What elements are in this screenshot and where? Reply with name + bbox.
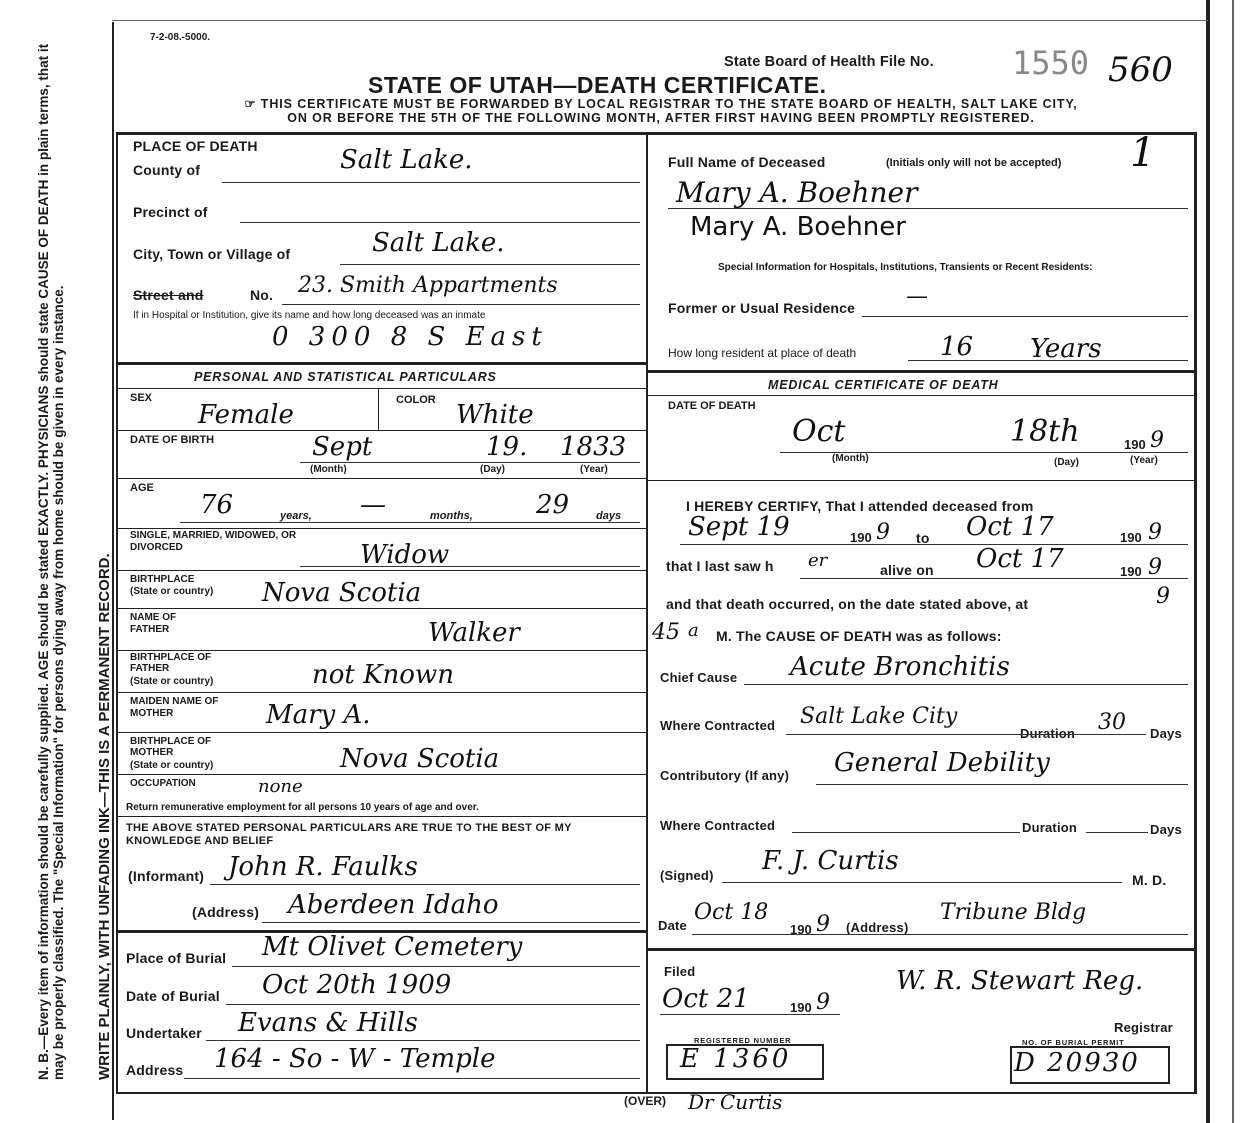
chief-cause-value: Acute Bronchitis bbox=[790, 652, 1010, 682]
registered-number: E 1360 bbox=[680, 1044, 792, 1074]
father-value: Walker bbox=[428, 618, 520, 648]
full-name-label: Full Name of Deceased bbox=[668, 154, 826, 170]
death-month-caption: (Month) bbox=[832, 453, 869, 464]
certificate-title: STATE OF UTAH—DEATH CERTIFICATE. bbox=[368, 72, 827, 98]
contracted-value: Salt Lake City bbox=[800, 704, 958, 729]
attest-text: THE ABOVE STATED PERSONAL PARTICULARS ARE TRUE TO THE BEST OF MY KNOWLEDGE AND BELIEF bbox=[126, 822, 572, 847]
undertaker-address-value: 164 - So - W - Temple bbox=[214, 1044, 496, 1074]
county-label: County of bbox=[133, 162, 201, 178]
age-months: — bbox=[360, 490, 386, 520]
to-label: to bbox=[916, 530, 930, 546]
death-day-caption: (Day) bbox=[1054, 457, 1080, 468]
contracted2-label: Where Contracted bbox=[660, 818, 776, 833]
full-name-note: (Initials only will not be accepted) bbox=[886, 157, 1062, 169]
precinct-label: Precinct of bbox=[133, 204, 208, 220]
birthplace-label: BIRTHPLACE bbox=[130, 574, 195, 585]
birthplace-value: Nova Scotia bbox=[262, 578, 422, 608]
duration-label: Duration bbox=[1020, 726, 1076, 741]
attended-to-suffix: 9 bbox=[1148, 520, 1162, 545]
occupation-value: none bbox=[258, 776, 303, 797]
filed-value: Oct 21 bbox=[662, 984, 750, 1014]
margin-mark: 1 bbox=[1130, 130, 1156, 176]
alive-on-suffix: 9 bbox=[1148, 555, 1162, 580]
attended-to-year: 190 bbox=[1120, 530, 1142, 545]
marital-value: Widow bbox=[360, 540, 450, 570]
last-saw-prefix: that I last saw h bbox=[666, 558, 774, 574]
special-info: Special Information for Hospitals, Institutions, Transients or Recent Residents: bbox=[718, 262, 1093, 273]
dob-month: Sept bbox=[312, 432, 373, 462]
signed-label: (Signed) bbox=[660, 868, 714, 883]
registrar-label: Registrar bbox=[1114, 1020, 1173, 1035]
color-value: White bbox=[456, 400, 534, 430]
duration2-label: Duration bbox=[1022, 820, 1078, 835]
burial-permit: D 20930 bbox=[1014, 1048, 1140, 1078]
certify-text: I HEREBY CERTIFY, That I attended deceased from bbox=[686, 498, 1034, 514]
left-margin-note: N. B.—Every item of information should be carefully supplied. AGE should be stated EXACTLY. PHYSICIANS should state CAUSE OF DEATH in plain terms, that it may be properly classified. The "Special Information" for persons dying away from home should be given in every instance. bbox=[36, 43, 66, 1080]
signed-date-label: Date bbox=[658, 918, 687, 933]
burial-place-label: Place of Burial bbox=[126, 950, 227, 966]
hospital-value: 0 300 8 S East bbox=[272, 322, 548, 352]
street-value: 23. Smith Appartments bbox=[298, 273, 558, 298]
signed-address-label: (Address) bbox=[846, 920, 909, 935]
date-of-death-label: DATE OF DEATH bbox=[668, 400, 756, 412]
duration2-unit: Days bbox=[1150, 822, 1182, 837]
color-label: COLOR bbox=[396, 394, 436, 406]
medical-heading: MEDICAL CERTIFICATE OF DEATH bbox=[768, 378, 999, 392]
hospital-note: If in Hospital or Institution, give its name and how long deceased was an inmate bbox=[133, 310, 486, 321]
resident-label: How long resident at place of death bbox=[668, 346, 857, 360]
burial-date-value: Oct 20th 1909 bbox=[262, 970, 452, 1000]
cause-text: M. The CAUSE OF DEATH was as follows: bbox=[716, 628, 1002, 644]
duration-value: 30 bbox=[1098, 710, 1126, 735]
undertaker-label: Undertaker bbox=[126, 1025, 202, 1041]
father-birthplace-value: not Known bbox=[312, 660, 454, 690]
street-no-label: No. bbox=[250, 287, 274, 303]
occupation-label: OCCUPATION bbox=[130, 778, 196, 789]
informant-address-label: (Address) bbox=[192, 904, 260, 920]
attended-from-suffix: 9 bbox=[876, 520, 890, 545]
father-birthplace-label: BIRTHPLACE OF FATHER bbox=[130, 652, 212, 674]
last-saw-pronoun: er bbox=[808, 550, 828, 571]
md-label: M. D. bbox=[1132, 872, 1167, 888]
dob-month-caption: (Month) bbox=[310, 464, 347, 475]
death-year-caption: (Year) bbox=[1130, 455, 1158, 466]
filed-year: 190 bbox=[790, 1000, 812, 1015]
residence-value: — bbox=[906, 284, 928, 309]
mother-label: MAIDEN NAME OF MOTHER bbox=[130, 696, 219, 719]
father-label: NAME OF FATHER bbox=[130, 612, 177, 635]
mother-value: Mary A. bbox=[266, 700, 371, 730]
informant-address-value: Aberdeen Idaho bbox=[288, 890, 499, 920]
deceased-name: Mary A. Boehner bbox=[676, 176, 918, 209]
city-value: Salt Lake. bbox=[372, 228, 505, 258]
age-months-label: months, bbox=[430, 510, 473, 522]
alive-on-year: 190 bbox=[1120, 564, 1142, 579]
signed-address-value: Tribune Bldg bbox=[940, 900, 1087, 925]
filed-label: Filed bbox=[664, 964, 696, 979]
right-margin-note: WRITE PLAINLY, WITH UNFADING INK—THIS IS A PERMANENT RECORD. bbox=[96, 553, 113, 1080]
over-note: Dr Curtis bbox=[688, 1090, 783, 1114]
mother-birthplace-label: BIRTHPLACE OF MOTHER bbox=[130, 736, 212, 758]
age-years-label: years, bbox=[280, 510, 312, 522]
contributory-value: General Debility bbox=[834, 748, 1050, 778]
resident-value: 16 bbox=[940, 332, 974, 362]
age-days: 29 bbox=[536, 490, 570, 520]
occupation-note: Return remunerative employment for all persons 10 years of age and over. bbox=[126, 802, 479, 813]
signed-value: F. J. Curtis bbox=[762, 846, 899, 876]
filed-suffix: 9 bbox=[816, 990, 830, 1015]
dob-day: 19. bbox=[486, 432, 528, 462]
death-month: Oct bbox=[792, 414, 846, 449]
death-hour: 9 bbox=[1156, 584, 1170, 609]
city-label: City, Town or Village of bbox=[133, 246, 291, 262]
residence-label: Former or Usual Residence bbox=[668, 300, 856, 316]
contracted-label: Where Contracted bbox=[660, 718, 776, 733]
attended-from-year: 190 bbox=[850, 530, 872, 545]
burial-place-value: Mt Olivet Cemetery bbox=[262, 932, 523, 962]
county-value: Salt Lake. bbox=[340, 145, 473, 175]
death-minute: 45 bbox=[652, 620, 680, 645]
instructions: ☞ THIS CERTIFICATE MUST BE FORWARDED BY LOCAL REGISTRAR TO THE STATE BOARD OF HEALTH, SALT LAKE CITY, ON OR BEFORE THE 5TH OF THE FOLLOWING MONTH, AFTER FIRST HAVING BEEN PROMPTLY REGISTERED. bbox=[244, 97, 1078, 125]
age-label: AGE bbox=[130, 482, 154, 494]
dob-day-caption: (Day) bbox=[480, 464, 506, 475]
father-birthplace-sub: (State or country) bbox=[130, 676, 214, 687]
registrar-signature: W. R. Stewart Reg. bbox=[896, 966, 1144, 996]
dob-year-caption: (Year) bbox=[580, 464, 608, 475]
death-year-suffix: 9 bbox=[1150, 428, 1164, 453]
file-number-stamped: 1550 bbox=[1012, 44, 1090, 82]
mother-birthplace-sub: (State or country) bbox=[130, 760, 214, 771]
street-label: Street and bbox=[133, 287, 204, 303]
death-year-prefix: 190 bbox=[1124, 437, 1146, 452]
signed-year: 190 bbox=[790, 922, 812, 937]
dob-label: DATE OF BIRTH bbox=[130, 434, 215, 446]
over-label: (OVER) bbox=[624, 1094, 666, 1108]
death-time-text: and that death occurred, on the date stated above, at bbox=[666, 596, 1029, 612]
chief-cause-label: Chief Cause bbox=[660, 670, 738, 685]
personal-heading: PERSONAL AND STATISTICAL PARTICULARS bbox=[194, 370, 497, 384]
alive-on-value: Oct 17 bbox=[976, 544, 1064, 574]
attended-to: Oct 17 bbox=[966, 512, 1054, 542]
burial-permit-label: NO. OF BURIAL PERMIT bbox=[1022, 1038, 1125, 1047]
dob-year: 1833 bbox=[560, 432, 627, 462]
file-number-handwritten: 560 bbox=[1108, 50, 1173, 90]
registered-number-label: REGISTERED NUMBER bbox=[694, 1036, 792, 1045]
duration-unit: Days bbox=[1150, 726, 1182, 741]
informant-value: John R. Faulks bbox=[228, 852, 418, 882]
age-days-label: days bbox=[596, 510, 622, 522]
burial-date-label: Date of Burial bbox=[126, 988, 220, 1004]
signed-date: Oct 18 bbox=[694, 900, 769, 925]
deceased-name-print: Mary A. Boehner bbox=[690, 212, 906, 242]
am-pm: a bbox=[688, 620, 699, 641]
place-of-death-heading: PLACE OF DEATH bbox=[133, 138, 258, 154]
file-number-label: State Board of Health File No. bbox=[724, 54, 934, 70]
contributory-label: Contributory (If any) bbox=[660, 768, 790, 783]
age-years: 76 bbox=[200, 490, 234, 520]
resident-unit: Years bbox=[1030, 334, 1102, 364]
alive-on-label: alive on bbox=[880, 562, 934, 578]
sex-label: SEX bbox=[130, 392, 153, 404]
death-day: 18th bbox=[1010, 414, 1080, 449]
marital-label: SINGLE, MARRIED, WIDOWED, OR DIVORCED bbox=[130, 530, 297, 553]
undertaker-value: Evans & Hills bbox=[238, 1008, 418, 1038]
form-code: 7-2-08.-5000. bbox=[150, 32, 211, 43]
birthplace-sub: (State or country) bbox=[130, 586, 214, 597]
attended-from: Sept 19 bbox=[688, 512, 790, 542]
informant-label: (Informant) bbox=[128, 868, 205, 884]
undertaker-address-label: Address bbox=[126, 1062, 184, 1078]
signed-year-suffix: 9 bbox=[816, 912, 830, 937]
mother-birthplace-value: Nova Scotia bbox=[340, 744, 500, 774]
sex-value: Female bbox=[198, 400, 294, 430]
